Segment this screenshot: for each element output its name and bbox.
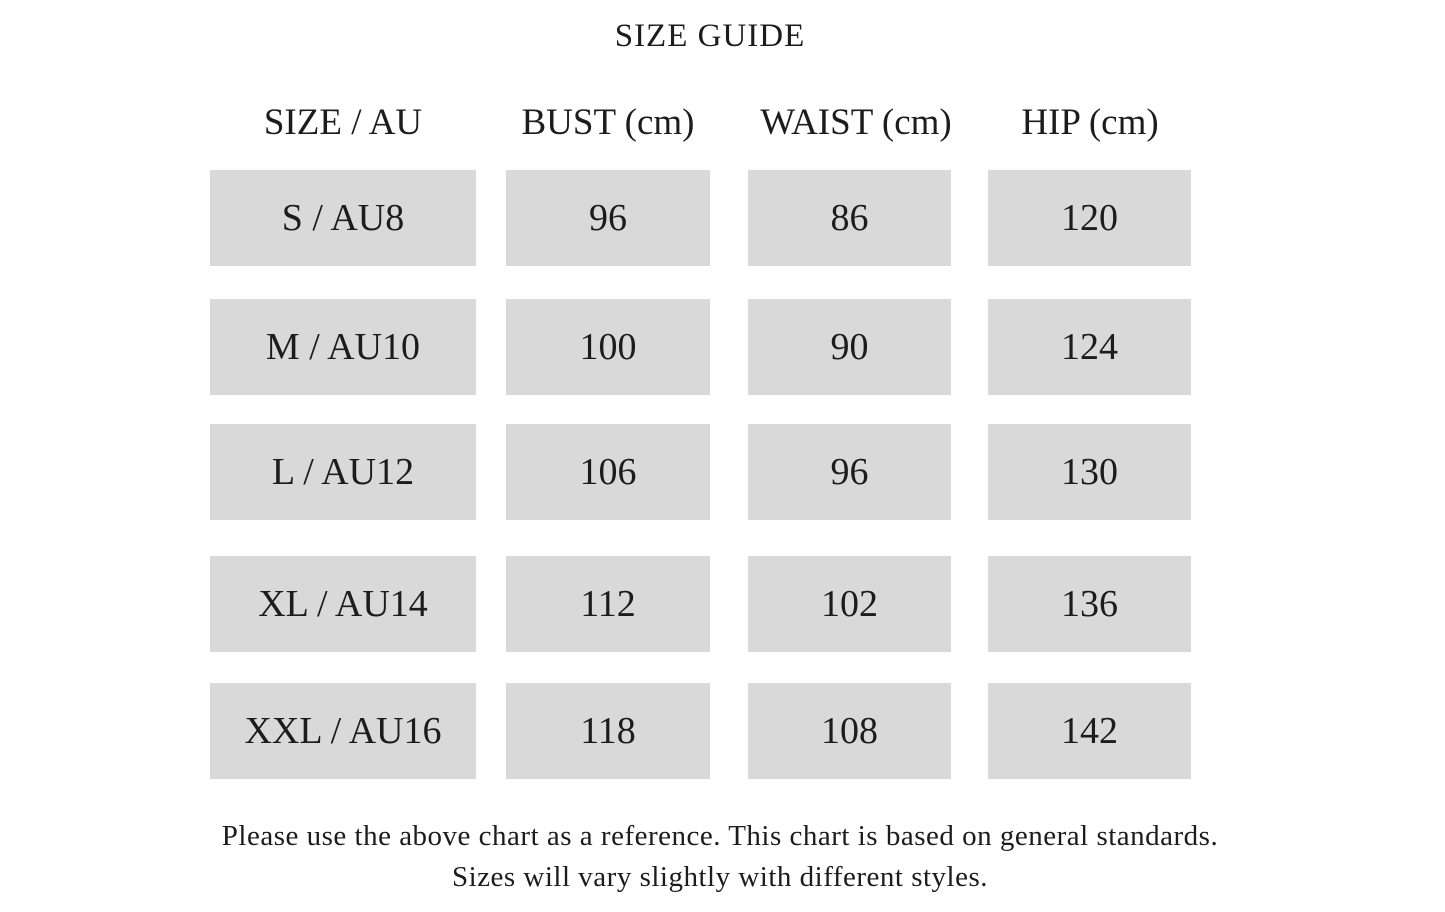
column-header-bust: BUST (cm) — [521, 102, 695, 143]
disclaimer-line-1: Please use the above chart as a reference. This chart is based on general standards. — [221, 820, 1219, 852]
size-cell: XXL / AU16 — [210, 683, 476, 779]
hip-cell: 120 — [988, 170, 1191, 266]
bust-cell: 112 — [506, 556, 710, 652]
waist-cell: 90 — [748, 299, 951, 395]
column-header-waist: WAIST (cm) — [760, 102, 952, 143]
bust-cell: 118 — [506, 683, 710, 779]
waist-cell: 86 — [748, 170, 951, 266]
hip-cell: 130 — [988, 424, 1191, 520]
size-cell: L / AU12 — [210, 424, 476, 520]
hip-cell: 142 — [988, 683, 1191, 779]
hip-cell: 124 — [988, 299, 1191, 395]
bust-cell: 106 — [506, 424, 710, 520]
page-title: SIZE GUIDE — [614, 18, 806, 54]
waist-cell: 102 — [748, 556, 951, 652]
size-cell: XL / AU14 — [210, 556, 476, 652]
size-cell: S / AU8 — [210, 170, 476, 266]
bust-cell: 100 — [506, 299, 710, 395]
bust-cell: 96 — [506, 170, 710, 266]
column-header-hip: HIP (cm) — [1021, 102, 1159, 143]
waist-cell: 108 — [748, 683, 951, 779]
disclaimer-line-2: Sizes will vary slightly with different styles. — [451, 861, 989, 893]
column-header-size: SIZE / AU — [263, 102, 423, 143]
size-cell: M / AU10 — [210, 299, 476, 395]
hip-cell: 136 — [988, 556, 1191, 652]
waist-cell: 96 — [748, 424, 951, 520]
